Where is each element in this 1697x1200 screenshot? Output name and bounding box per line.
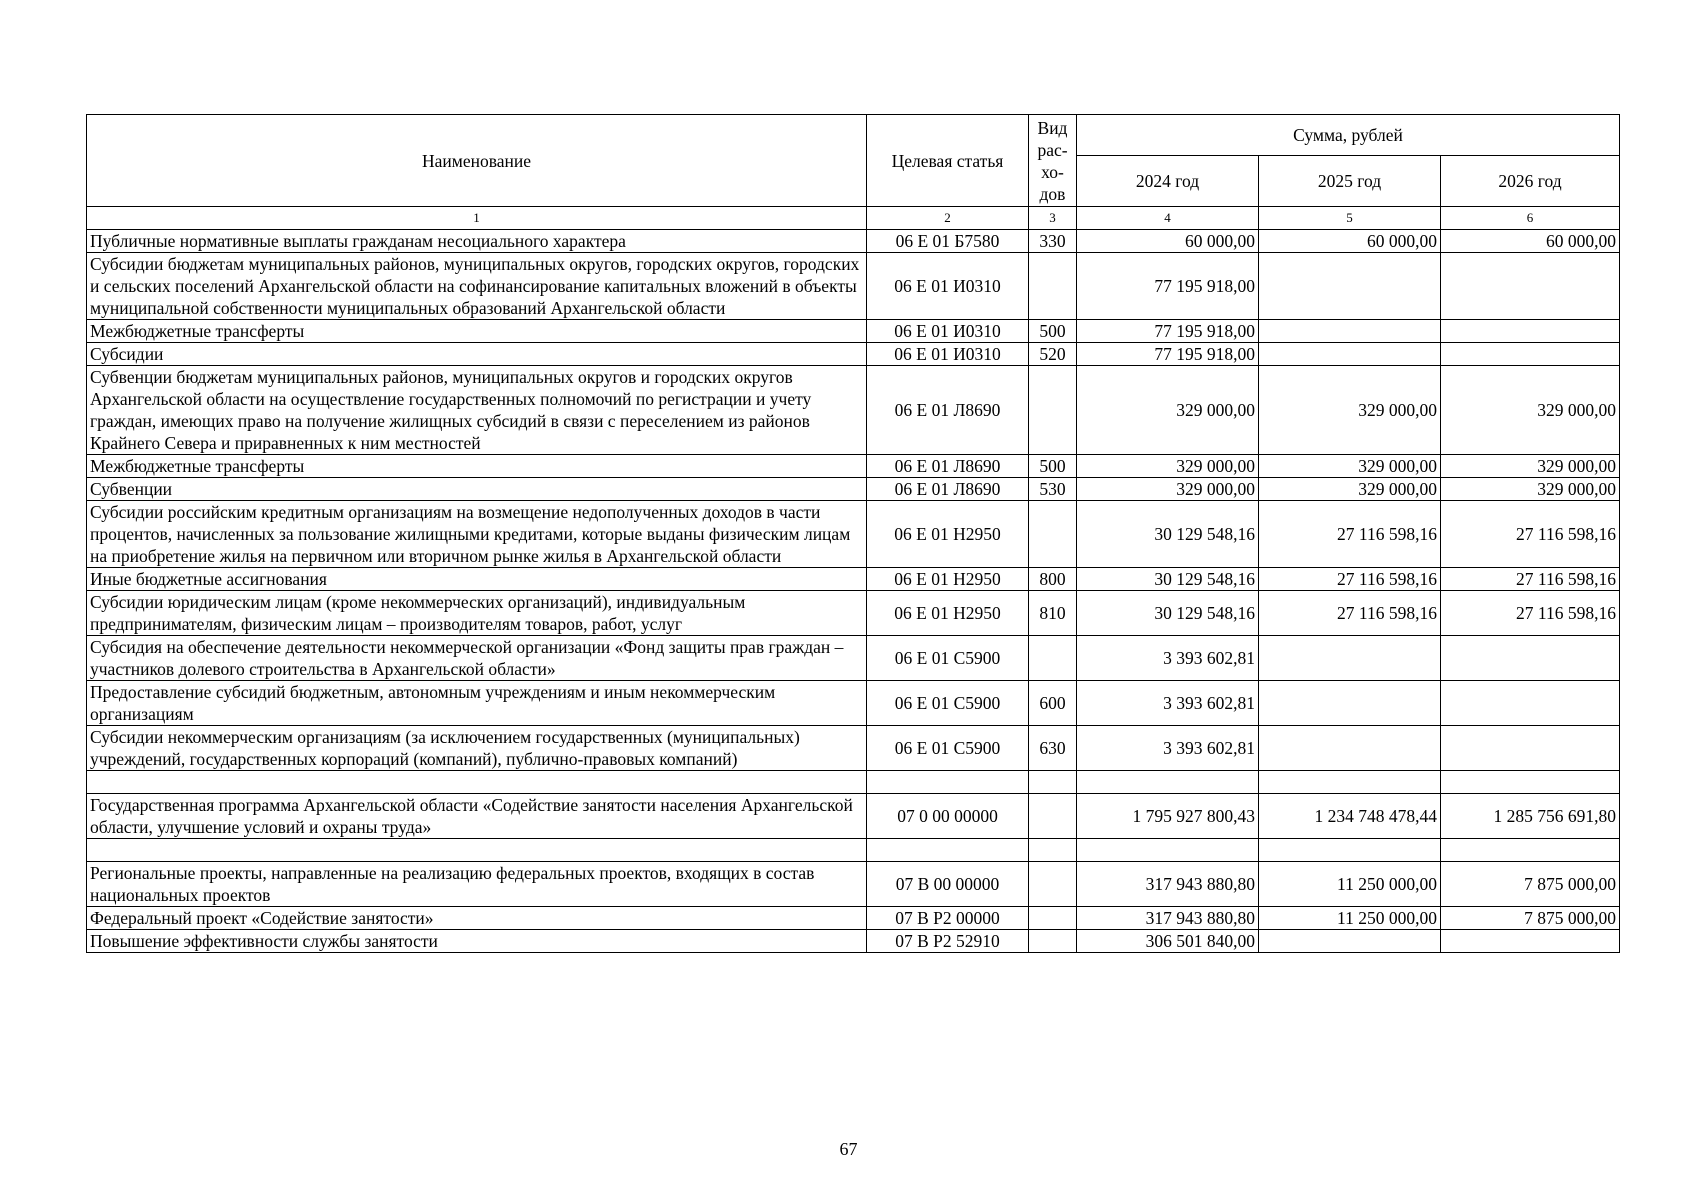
row-amount-2026: 329 000,00: [1441, 478, 1620, 501]
row-name: Повышение эффективности службы занятости: [87, 930, 867, 953]
row-amount-2026: 27 116 598,16: [1441, 501, 1620, 568]
table-row: [87, 253, 1620, 320]
row-kind: 520: [1029, 343, 1077, 366]
row-name: Межбюджетные трансферты: [87, 320, 867, 343]
row-amount-2026: 329 000,00: [1441, 366, 1620, 455]
row-name: Иные бюджетные ассигнования: [87, 568, 867, 591]
row-name: Субвенции: [87, 478, 867, 501]
row-kind: [1029, 771, 1077, 794]
row-amount-2024: 3 393 602,81: [1077, 681, 1259, 726]
table-row: [87, 320, 1620, 343]
row-amount-2025: 329 000,00: [1259, 478, 1441, 501]
row-amount-2025: 27 116 598,16: [1259, 501, 1441, 568]
row-kind: 630: [1029, 726, 1077, 771]
table-row-empty: [87, 771, 1620, 794]
row-amount-2025: [1259, 726, 1441, 771]
row-kind: 530: [1029, 478, 1077, 501]
budget-table: [86, 114, 1620, 953]
row-kind: 810: [1029, 591, 1077, 636]
table-row: [87, 478, 1620, 501]
row-amount-2025: 329 000,00: [1259, 366, 1441, 455]
row-amount-2024: 77 195 918,00: [1077, 320, 1259, 343]
row-name: Субсидии юридическим лицам (кроме некоммерческих организаций), индивидуальным предпринимателям, физическим лицам – производителям товаров, работ, услуг: [87, 591, 867, 636]
table-row: [87, 501, 1620, 568]
row-amount-2024: 77 195 918,00: [1077, 253, 1259, 320]
row-kind: [1029, 366, 1077, 455]
row-amount-2025: [1259, 839, 1441, 862]
row-kind: 600: [1029, 681, 1077, 726]
row-amount-2025: [1259, 253, 1441, 320]
table-row: [87, 681, 1620, 726]
row-code: 06 Е 01 Н2950: [867, 591, 1029, 636]
column-number: 1: [87, 207, 867, 230]
table-row: [87, 591, 1620, 636]
row-name: Предоставление субсидий бюджетным, автономным учреждениям и иным некоммерческим организациям: [87, 681, 867, 726]
row-amount-2026: [1441, 636, 1620, 681]
header-code: Целевая статья: [867, 115, 1029, 207]
row-amount-2024: 329 000,00: [1077, 366, 1259, 455]
row-code: 06 Е 01 С5900: [867, 726, 1029, 771]
header-year-2024: 2024 год: [1077, 156, 1259, 207]
row-amount-2025: 1 234 748 478,44: [1259, 794, 1441, 839]
table-row: [87, 455, 1620, 478]
table-row: [87, 366, 1620, 455]
row-amount-2026: [1441, 930, 1620, 953]
row-amount-2024: 30 129 548,16: [1077, 501, 1259, 568]
row-amount-2025: 11 250 000,00: [1259, 862, 1441, 907]
row-code: 06 Е 01 И0310: [867, 343, 1029, 366]
row-name: Субсидии некоммерческим организациям (за исключением государственных (муниципальных) учреждений, государственных корпораций (компаний), публично-правовых компаний): [87, 726, 867, 771]
column-number: 2: [867, 207, 1029, 230]
row-amount-2024: 30 129 548,16: [1077, 568, 1259, 591]
row-amount-2024: [1077, 771, 1259, 794]
row-kind: [1029, 930, 1077, 953]
row-amount-2024: [1077, 839, 1259, 862]
row-name: Субсидии российским кредитным организациям на возмещение недополученных доходов в части процентов, начисленных за пользование жилищными кредитами, которые выданы физическим лицам на приобретение жилья на первичном или вторичном рынке жилья в Архангельской области: [87, 501, 867, 568]
row-amount-2025: [1259, 636, 1441, 681]
row-code: [867, 771, 1029, 794]
row-code: 07 0 00 00000: [867, 794, 1029, 839]
row-amount-2026: [1441, 253, 1620, 320]
row-amount-2026: 60 000,00: [1441, 230, 1620, 253]
row-amount-2024: 306 501 840,00: [1077, 930, 1259, 953]
row-amount-2024: 77 195 918,00: [1077, 343, 1259, 366]
row-code: 06 Е 01 Н2950: [867, 501, 1029, 568]
row-amount-2026: [1441, 681, 1620, 726]
row-amount-2025: [1259, 343, 1441, 366]
header-amount: Сумма, рублей: [1077, 115, 1620, 156]
row-amount-2026: [1441, 320, 1620, 343]
header-year-2025: 2025 год: [1259, 156, 1441, 207]
table-row: [87, 230, 1620, 253]
row-name: Межбюджетные трансферты: [87, 455, 867, 478]
row-amount-2024: 30 129 548,16: [1077, 591, 1259, 636]
row-name: Публичные нормативные выплаты гражданам несоциального характера: [87, 230, 867, 253]
row-amount-2026: [1441, 726, 1620, 771]
column-number: 4: [1077, 207, 1259, 230]
row-amount-2025: 11 250 000,00: [1259, 907, 1441, 930]
row-name: Субсидия на обеспечение деятельности некоммерческой организации «Фонд защиты прав граждан – участников долевого строительства в Архангельской области»: [87, 636, 867, 681]
row-kind: [1029, 253, 1077, 320]
row-amount-2026: [1441, 771, 1620, 794]
row-amount-2026: 7 875 000,00: [1441, 862, 1620, 907]
table-row: [87, 726, 1620, 771]
row-name: Региональные проекты, направленные на реализацию федеральных проектов, входящих в состав национальных проектов: [87, 862, 867, 907]
row-name: Федеральный проект «Содействие занятости»: [87, 907, 867, 930]
table-row: [87, 907, 1620, 930]
row-code: 06 Е 01 Л8690: [867, 455, 1029, 478]
row-amount-2025: 60 000,00: [1259, 230, 1441, 253]
row-code: 06 Е 01 Н2950: [867, 568, 1029, 591]
row-amount-2026: [1441, 343, 1620, 366]
row-amount-2025: 27 116 598,16: [1259, 568, 1441, 591]
row-name: Субсидии бюджетам муниципальных районов, муниципальных округов, городских округов, городских и сельских поселений Архангельской области на софинансирование капитальных вложений в объекты муниципальной собственности муниципальных образований Архангельской области: [87, 253, 867, 320]
header-kind: Вид рас-хо-дов: [1029, 115, 1077, 207]
header-year-2026: 2026 год: [1441, 156, 1620, 207]
row-amount-2026: [1441, 839, 1620, 862]
row-code: 07 В Р2 52910: [867, 930, 1029, 953]
row-amount-2024: 3 393 602,81: [1077, 636, 1259, 681]
header-name: Наименование: [87, 115, 867, 207]
row-amount-2025: [1259, 930, 1441, 953]
row-kind: [1029, 794, 1077, 839]
row-kind: [1029, 839, 1077, 862]
row-code: 06 Е 01 С5900: [867, 681, 1029, 726]
row-code: 06 Е 01 И0310: [867, 253, 1029, 320]
table-row-empty: [87, 839, 1620, 862]
row-code: 07 В 00 00000: [867, 862, 1029, 907]
row-code: 06 Е 01 Л8690: [867, 478, 1029, 501]
row-amount-2024: 329 000,00: [1077, 455, 1259, 478]
row-kind: 500: [1029, 455, 1077, 478]
table-row: [87, 636, 1620, 681]
row-code: 06 Е 01 Л8690: [867, 366, 1029, 455]
row-amount-2025: 27 116 598,16: [1259, 591, 1441, 636]
table-row-section: [87, 862, 1620, 907]
row-kind: 800: [1029, 568, 1077, 591]
row-amount-2025: [1259, 681, 1441, 726]
row-amount-2024: 1 795 927 800,43: [1077, 794, 1259, 839]
row-code: 06 Е 01 Б7580: [867, 230, 1029, 253]
row-kind: [1029, 636, 1077, 681]
column-number: 6: [1441, 207, 1620, 230]
row-amount-2024: 3 393 602,81: [1077, 726, 1259, 771]
row-amount-2024: 317 943 880,80: [1077, 907, 1259, 930]
row-code: 06 Е 01 С5900: [867, 636, 1029, 681]
row-amount-2024: 317 943 880,80: [1077, 862, 1259, 907]
page-number: 67: [839, 1139, 858, 1159]
row-name: [87, 771, 867, 794]
row-amount-2025: [1259, 320, 1441, 343]
row-amount-2026: 27 116 598,16: [1441, 591, 1620, 636]
row-amount-2026: 329 000,00: [1441, 455, 1620, 478]
table-row: [87, 930, 1620, 953]
row-amount-2026: 27 116 598,16: [1441, 568, 1620, 591]
row-kind: 330: [1029, 230, 1077, 253]
row-amount-2024: 329 000,00: [1077, 478, 1259, 501]
row-name: Субсидии: [87, 343, 867, 366]
row-amount-2026: 1 285 756 691,80: [1441, 794, 1620, 839]
row-kind: [1029, 862, 1077, 907]
table-row: [87, 568, 1620, 591]
row-amount-2025: [1259, 771, 1441, 794]
row-code: 06 Е 01 И0310: [867, 320, 1029, 343]
row-amount-2024: 60 000,00: [1077, 230, 1259, 253]
row-name: [87, 839, 867, 862]
row-kind: [1029, 907, 1077, 930]
row-amount-2026: 7 875 000,00: [1441, 907, 1620, 930]
row-code: 07 В Р2 00000: [867, 907, 1029, 930]
column-number: 3: [1029, 207, 1077, 230]
row-name: Государственная программа Архангельской области «Содействие занятости населения Архангельской области, улучшение условий и охраны труда»: [87, 794, 867, 839]
row-name: Субвенции бюджетам муниципальных районов, муниципальных округов и городских округов Архангельской области на осуществление государственных полномочий по регистрации и учету граждан, имеющих право на получение жилищных субсидий в связи с переселением из районов Крайнего Севера и приравненных к ним местностей: [87, 366, 867, 455]
row-code: [867, 839, 1029, 862]
table-row: [87, 343, 1620, 366]
column-number: 5: [1259, 207, 1441, 230]
row-amount-2025: 329 000,00: [1259, 455, 1441, 478]
table-row-program: [87, 794, 1620, 839]
row-kind: 500: [1029, 320, 1077, 343]
row-kind: [1029, 501, 1077, 568]
